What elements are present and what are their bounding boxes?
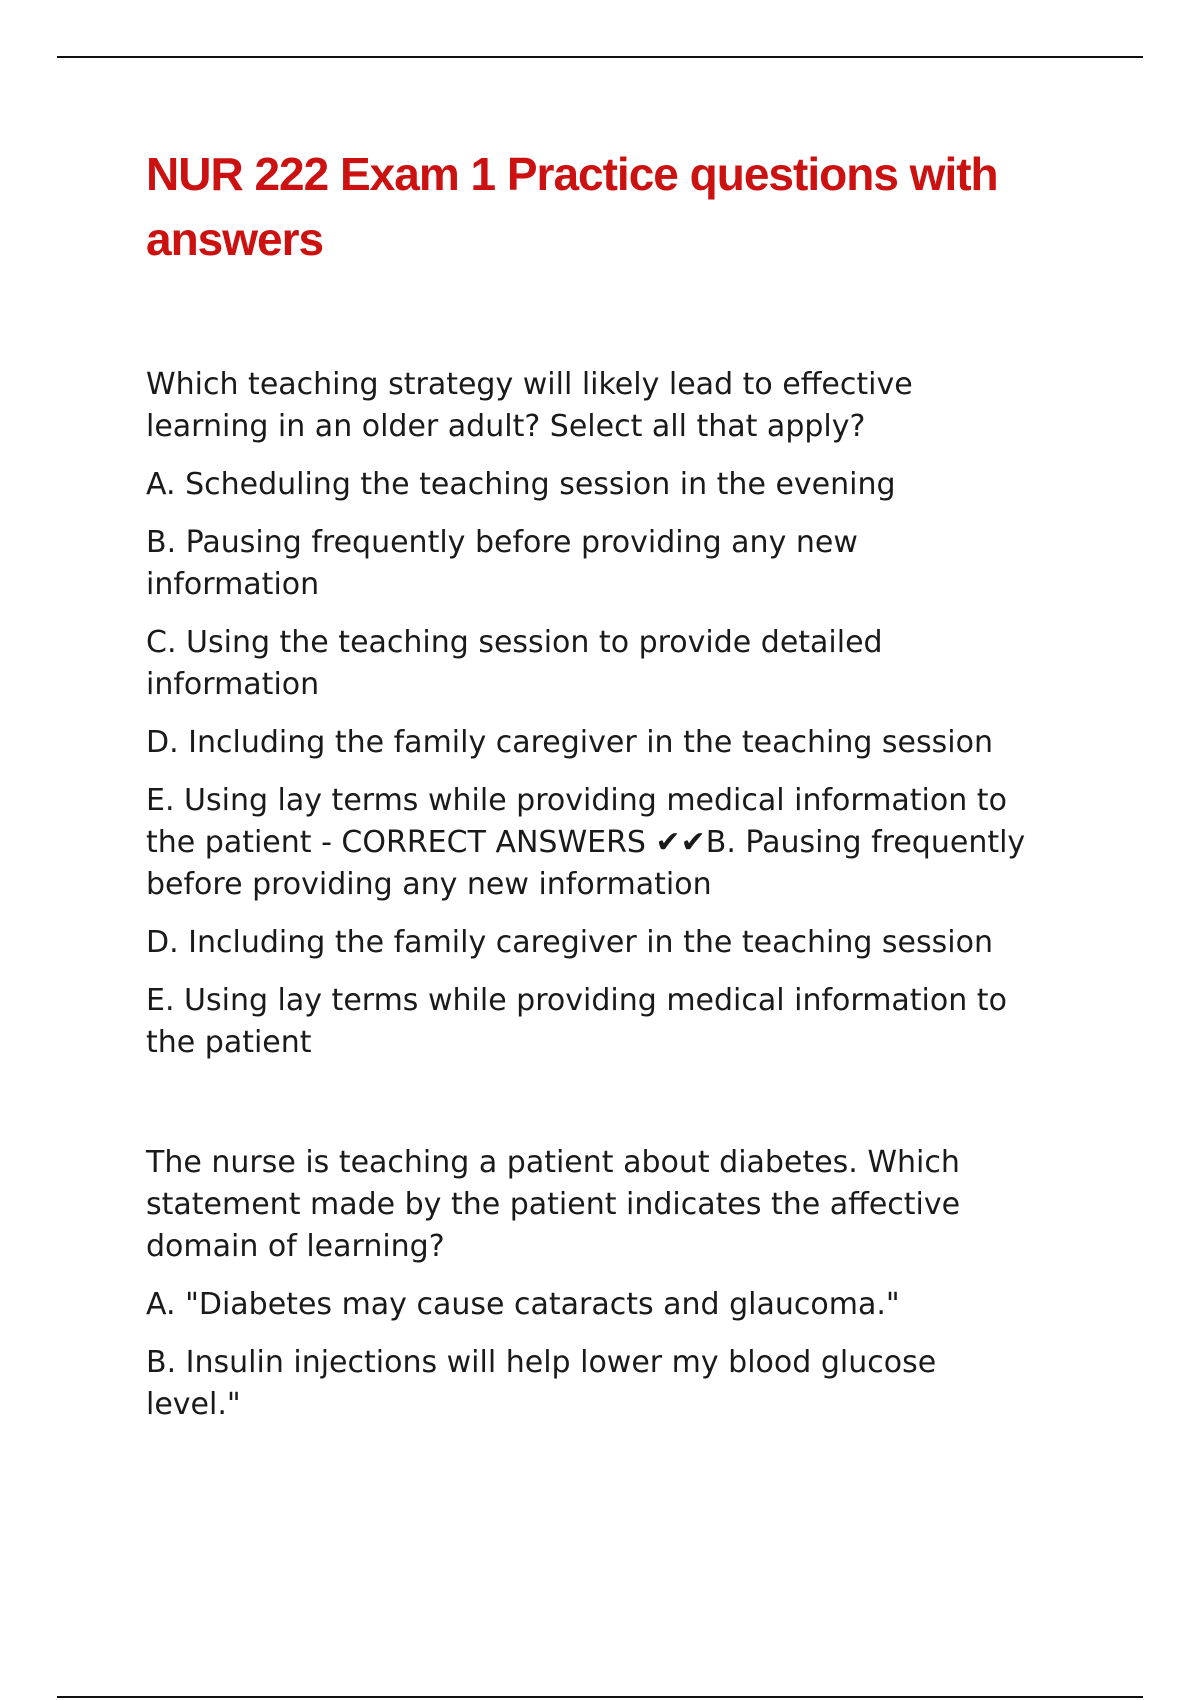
question-1-answer-d: D. Including the family caregiver in the teaching session <box>146 925 993 960</box>
question-2 <box>146 1142 1106 1426</box>
question-2-option-b: B. Insulin injections will help lower my blood glucose level." <box>146 1345 937 1422</box>
top-rule <box>57 56 1143 58</box>
document-title: NUR 222 Exam 1 Practice questions with answers <box>146 148 998 265</box>
document-content <box>146 142 1106 1426</box>
question-1-text: Which teaching strategy will likely lead to effective learning in an older adult? Select all that apply? <box>146 367 913 444</box>
question-1-option-d: D. Including the family caregiver in the teaching session <box>146 725 993 760</box>
question-1-option-b: B. Pausing frequently before providing any new information <box>146 525 858 602</box>
question-1-option-e-with-answers: E. Using lay terms while providing medical information to the patient - CORRECT ANSWERS ✔✔B. Pausing frequently before providing any new information <box>146 783 1026 902</box>
question-1-answer-e: E. Using lay terms while providing medical information to the patient <box>146 983 1007 1060</box>
question-1-option-c: C. Using the teaching session to provide detailed information <box>146 625 883 702</box>
bottom-rule <box>57 1696 1143 1698</box>
question-2-text: The nurse is teaching a patient about diabetes. Which statement made by the patient indicates the affective domain of learning? <box>146 1145 961 1264</box>
question-2-option-a: A. "Diabetes may cause cataracts and glaucoma." <box>146 1287 900 1322</box>
question-1 <box>146 364 1106 1064</box>
question-1-option-a: A. Scheduling the teaching session in the evening <box>146 467 896 502</box>
